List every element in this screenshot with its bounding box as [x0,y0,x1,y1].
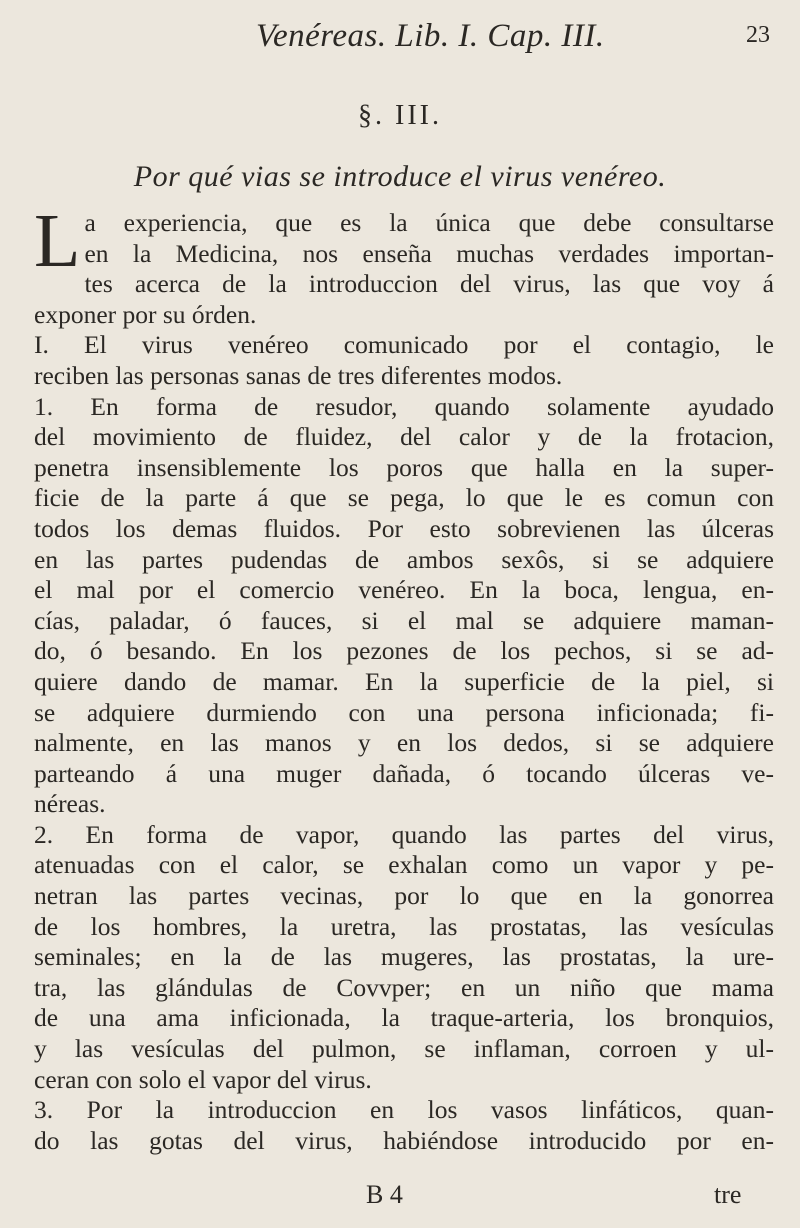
running-title: Venéreas. Lib. I. Cap. III. [256,18,605,54]
text-line: en las partes pudendas de ambos sexôs, si se adquiere [34,544,774,574]
body-text [34,199,774,1156]
page-number: 23 [746,22,770,48]
signature-mark: B 4 [366,1180,403,1209]
text-line: el mal por el comercio venéreo. En la boca, lengua, en- [34,575,774,605]
text-line: 2. En forma de vapor, quando las partes del virus, [34,819,774,849]
text-line: atenuadas con el calor, se exhalan como un vapor y pe- [34,850,774,880]
text-line: a experiencia, que es la única que debe consultarse [84,208,774,237]
section-number: §. III. [358,100,442,131]
text-line: tra, las glándulas de Covvper; en un niño que mama [34,972,774,1002]
text-line: do las gotas del virus, habiéndose introducido por en- [34,1125,774,1155]
text-line: de una ama inficionada, la traque-arteria, los bronquios, [34,1003,774,1033]
catchword: tre [714,1180,742,1209]
text-line: reciben las personas sanas de tres diferentes modos. [34,360,563,390]
text-line: néreas. [34,789,106,819]
text-line: seminales; en la de las mugeres, las prostatas, la ure- [34,942,774,972]
text-line: do, ó besando. En los pezones de los pechos, si se ad- [34,636,774,666]
text-line: netran las partes vecinas, por lo que en la gonorrea [34,881,774,911]
text-line: cías, paladar, ó fauces, si el mal se adquiere maman- [34,605,774,635]
text-line: parteando á una muger dañada, ó tocando úlceras ve- [34,758,774,788]
text-line: ceran con solo el vapor del virus. [34,1064,372,1094]
running-head [0,18,800,58]
text-line: del movimiento de fluidez, del calor y de la frotacion, [34,422,774,452]
text-line: I. El virus venéreo comunicado por el contagio, le [34,330,774,360]
drop-cap: L [34,199,81,283]
text-line: exponer por su órden. [34,299,257,329]
text-line: ficie de la parte á que se pega, lo que le es comun con [34,483,774,513]
text-line: de los hombres, la uretra, las prostatas, las vesículas [34,911,774,941]
text-line: 3. Por la introduccion en los vasos linfáticos, quan- [34,1095,774,1125]
text-line: se adquiere durmiendo con una persona inficionada; fi- [34,697,774,727]
text-line: todos los demas fluidos. Por esto sobrevienen las úlceras [34,513,774,543]
text-line: tes acerca de la introduccion del virus, las que voy á [84,269,774,299]
text-line: 1. En forma de resudor, quando solamente ayudado [34,391,774,421]
text-line: penetra insensiblemente los poros que halla en la super- [34,452,774,482]
text-line: y las vesículas del pulmon, se inflaman, corroen y ul- [34,1034,774,1064]
page-footer [0,1180,800,1220]
text-line: nalmente, en las manos y en los dedos, si se adquiere [34,728,774,758]
section-heading: Por qué vias se introduce el virus venéreo. [133,160,667,193]
text-line: quiere dando de mamar. En la superficie de la piel, si [34,666,774,696]
text-line: en la Medicina, nos enseña muchas verdades importan- [84,238,774,268]
